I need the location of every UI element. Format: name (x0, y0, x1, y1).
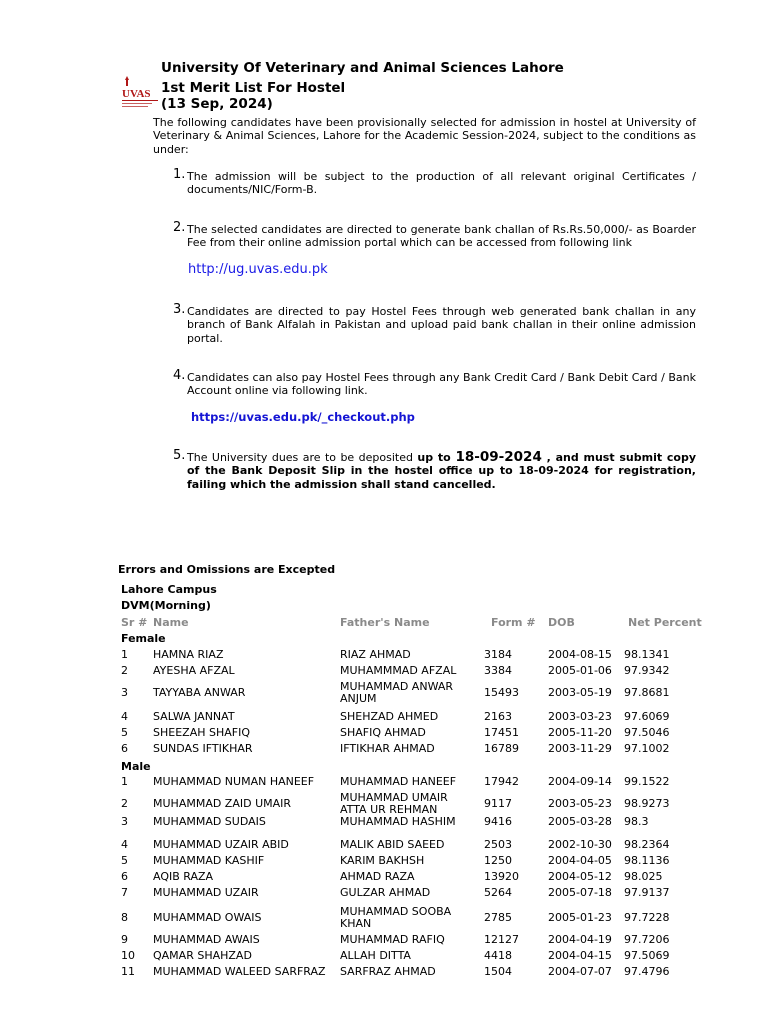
cell-father-line2: ANJUM (340, 692, 377, 705)
condition-text: Candidates can also pay Hostel Fees through any Bank Credit Card / Bank Debit Card / Bank Account online via following link. (187, 371, 696, 398)
cell-dob: 2005-01-23 (548, 911, 612, 924)
group-label: Male (121, 760, 151, 773)
merit-list-title: 1st Merit List For Hostel (161, 80, 346, 96)
cell-form: 3384 (484, 664, 512, 677)
cell-sr: 9 (121, 933, 128, 946)
column-header-sr: Sr # (121, 616, 148, 629)
cell-father: GULZAR AHMAD (340, 886, 431, 899)
cell-form: 17942 (484, 775, 519, 788)
university-title: University Of Veterinary and Animal Sciences Lahore (161, 60, 564, 76)
cell-sr: 10 (121, 949, 135, 962)
merit-list-date: (13 Sep, 2024) (161, 96, 273, 112)
cell-sr: 5 (121, 726, 128, 739)
condition-text: The selected candidates are directed to generate bank challan of Rs.Rs.50,000/- as Boarder Fee from their online admission portal which can be accessed from following link (187, 223, 696, 250)
cell-form: 9416 (484, 815, 512, 828)
cell-name: MUHAMMAD UZAIR ABID (153, 838, 289, 851)
cell-dob: 2004-08-15 (548, 648, 612, 661)
campus-heading: Lahore Campus (121, 583, 217, 596)
cell-father-line2: KHAN (340, 917, 372, 930)
intro-paragraph: The following candidates have been provisionally selected for admission in hostel at University of Veterinary & Animal Sciences, Lahore for the Academic Session-2024, subject to the conditions as under: (153, 116, 696, 156)
cell-form: 9117 (484, 797, 512, 810)
cell-sr: 3 (121, 815, 128, 828)
cell-father: ALLAH DITTA (340, 949, 411, 962)
cell-name: MUHAMMAD WALEED SARFRAZ (153, 965, 326, 978)
group-label: Female (121, 632, 166, 645)
cell-dob: 2002-10-30 (548, 838, 612, 851)
cell-name: AYESHA AFZAL (153, 664, 235, 677)
cell-sr: 6 (121, 870, 128, 883)
cell-percent: 99.1522 (624, 775, 670, 788)
cell-name: AQIB RAZA (153, 870, 214, 883)
cell-father: RIAZ AHMAD (340, 648, 411, 661)
cell-dob: 2004-04-15 (548, 949, 612, 962)
cell-form: 16789 (484, 742, 519, 755)
cell-name: MUHAMMAD ZAID UMAIR (153, 797, 292, 810)
condition-number: 1. (173, 167, 186, 182)
cell-percent: 97.7206 (624, 933, 670, 946)
condition-text: Candidates are directed to pay Hostel Fees through web generated bank challan in any branch of Bank Alfalah in Pakistan and upload paid bank challan in their online admission portal. (187, 305, 696, 345)
cell-percent: 97.1002 (624, 742, 670, 755)
cell-name: SALWA JANNAT (153, 710, 235, 723)
cell-percent: 98.025 (624, 870, 663, 883)
cell-form: 1504 (484, 965, 512, 978)
cell-name: MUHAMMAD NUMAN HANEEF (153, 775, 315, 788)
cell-sr: 2 (121, 797, 128, 810)
cell-dob: 2004-07-07 (548, 965, 612, 978)
cell-name: SUNDAS IFTIKHAR (153, 742, 253, 755)
cell-name: TAYYABA ANWAR (153, 686, 246, 699)
cell-form: 1250 (484, 854, 512, 867)
cell-sr: 6 (121, 742, 128, 755)
cell-father: MUHAMMMAD AFZAL (340, 664, 457, 677)
cell-father: MUHAMMAD RAFIQ (340, 933, 445, 946)
cell-form: 3184 (484, 648, 512, 661)
cell-father: MUHAMMAD HASHIM (340, 815, 456, 828)
cell-dob: 2003-11-29 (548, 742, 612, 755)
cell-form: 17451 (484, 726, 519, 739)
cell-name: SHEEZAH SHAFIQ (153, 726, 250, 739)
cell-father-line1: MUHAMMAD UMAIR (340, 791, 448, 804)
cell-percent: 98.1341 (624, 648, 670, 661)
condition-number: 5. (173, 448, 186, 463)
cell-dob: 2005-03-28 (548, 815, 612, 828)
cell-dob: 2004-04-05 (548, 854, 612, 867)
condition-text-bold: up to (417, 451, 456, 464)
cell-sr: 8 (121, 911, 128, 924)
cell-form: 15493 (484, 686, 519, 699)
cell-percent: 98.2364 (624, 838, 670, 851)
checkout-link[interactable]: https://uvas.edu.pk/_checkout.php (191, 410, 415, 424)
condition-number: 4. (173, 368, 186, 383)
errors-note: Errors and Omissions are Excepted (118, 563, 336, 576)
cell-percent: 97.9342 (624, 664, 670, 677)
condition-4 (173, 368, 696, 398)
cell-dob: 2005-01-06 (548, 664, 612, 677)
cell-form: 2503 (484, 838, 512, 851)
cell-sr: 7 (121, 886, 128, 899)
cell-sr: 3 (121, 686, 128, 699)
cell-sr: 4 (121, 838, 128, 851)
deadline-date: 18-09-2024 (455, 449, 542, 465)
cell-father: AHMAD RAZA (340, 870, 415, 883)
cell-name: MUHAMMAD UZAIR (153, 886, 259, 899)
cell-father: MALIK ABID SAEED (340, 838, 445, 851)
column-header-percent: Net Percent (628, 616, 702, 629)
cell-form: 2163 (484, 710, 512, 723)
cell-percent: 97.8681 (624, 686, 670, 699)
cell-father: IFTIKHAR AHMAD (340, 742, 435, 755)
column-header-name: Name (153, 616, 189, 629)
cell-dob: 2004-09-14 (548, 775, 612, 788)
cell-dob: 2005-11-20 (548, 726, 612, 739)
program-heading: DVM(Morning) (121, 599, 211, 612)
condition-text-normal: The University dues are to be deposited (187, 451, 418, 464)
cell-percent: 98.9273 (624, 797, 670, 810)
condition-2 (173, 220, 696, 250)
cell-father-line1: MUHAMMAD SOOBA (340, 905, 452, 918)
cell-percent: 97.5069 (624, 949, 670, 962)
cell-father: SHEHZAD AHMED (340, 710, 439, 723)
cell-father: SARFRAZ AHMAD (340, 965, 436, 978)
cell-name: MUHAMMAD AWAIS (153, 933, 260, 946)
condition-number: 2. (173, 220, 186, 235)
cell-name: MUHAMMAD KASHIF (153, 854, 265, 867)
cell-dob: 2003-05-19 (548, 686, 612, 699)
cell-percent: 98.3 (624, 815, 649, 828)
cell-father-line1: MUHAMMAD ANWAR (340, 680, 454, 693)
cell-dob: 2003-03-23 (548, 710, 612, 723)
cell-name: MUHAMMAD OWAIS (153, 911, 262, 924)
cell-name: QAMAR SHAHZAD (153, 949, 252, 962)
cell-dob: 2004-05-12 (548, 870, 612, 883)
condition-5 (173, 448, 696, 491)
cell-percent: 98.1136 (624, 854, 670, 867)
cell-father: MUHAMMAD HANEEF (340, 775, 457, 788)
cell-dob: 2005-07-18 (548, 886, 612, 899)
condition-1 (173, 167, 696, 197)
condition-number: 3. (173, 302, 186, 317)
cell-percent: 97.9137 (624, 886, 670, 899)
cell-form: 13920 (484, 870, 519, 883)
logo-text: UVAS (122, 88, 151, 100)
cell-father: KARIM BAKHSH (340, 854, 425, 867)
cell-form: 5264 (484, 886, 512, 899)
column-header-dob: DOB (548, 616, 575, 629)
cell-dob: 2003-05-23 (548, 797, 612, 810)
cell-form: 4418 (484, 949, 512, 962)
cell-sr: 2 (121, 664, 128, 677)
cell-father: SHAFIQ AHMAD (340, 726, 426, 739)
cell-percent: 97.5046 (624, 726, 670, 739)
cell-sr: 5 (121, 854, 128, 867)
cell-dob: 2004-04-19 (548, 933, 612, 946)
cell-sr: 1 (121, 775, 128, 788)
cell-form: 2785 (484, 911, 512, 924)
cell-sr: 1 (121, 648, 128, 661)
condition-text-bold: , and must submit copy of the Bank Deposit Slip in the hostel office up to 18-09-2024 for registration, failing which the admission shall stand cancelled. (187, 451, 696, 491)
condition-3 (173, 302, 696, 345)
cell-percent: 97.6069 (624, 710, 670, 723)
column-header-father: Father's Name (340, 616, 430, 629)
cell-name: HAMNA RIAZ (153, 648, 224, 661)
condition-text: The admission will be subject to the production of all relevant original Certificates / documents/NIC/Form-B. (187, 170, 696, 197)
column-header-form: Form # (491, 616, 536, 629)
cell-name: MUHAMMAD SUDAIS (153, 815, 266, 828)
cell-sr: 4 (121, 710, 128, 723)
cell-percent: 97.7228 (624, 911, 670, 924)
cell-percent: 97.4796 (624, 965, 670, 978)
university-logo (120, 76, 160, 114)
cell-sr: 11 (121, 965, 135, 978)
condition-text (187, 451, 696, 491)
cell-form: 12127 (484, 933, 519, 946)
cell-father-line2: ATTA UR REHMAN (340, 803, 438, 816)
portal-link[interactable]: http://ug.uvas.edu.pk (188, 262, 328, 277)
